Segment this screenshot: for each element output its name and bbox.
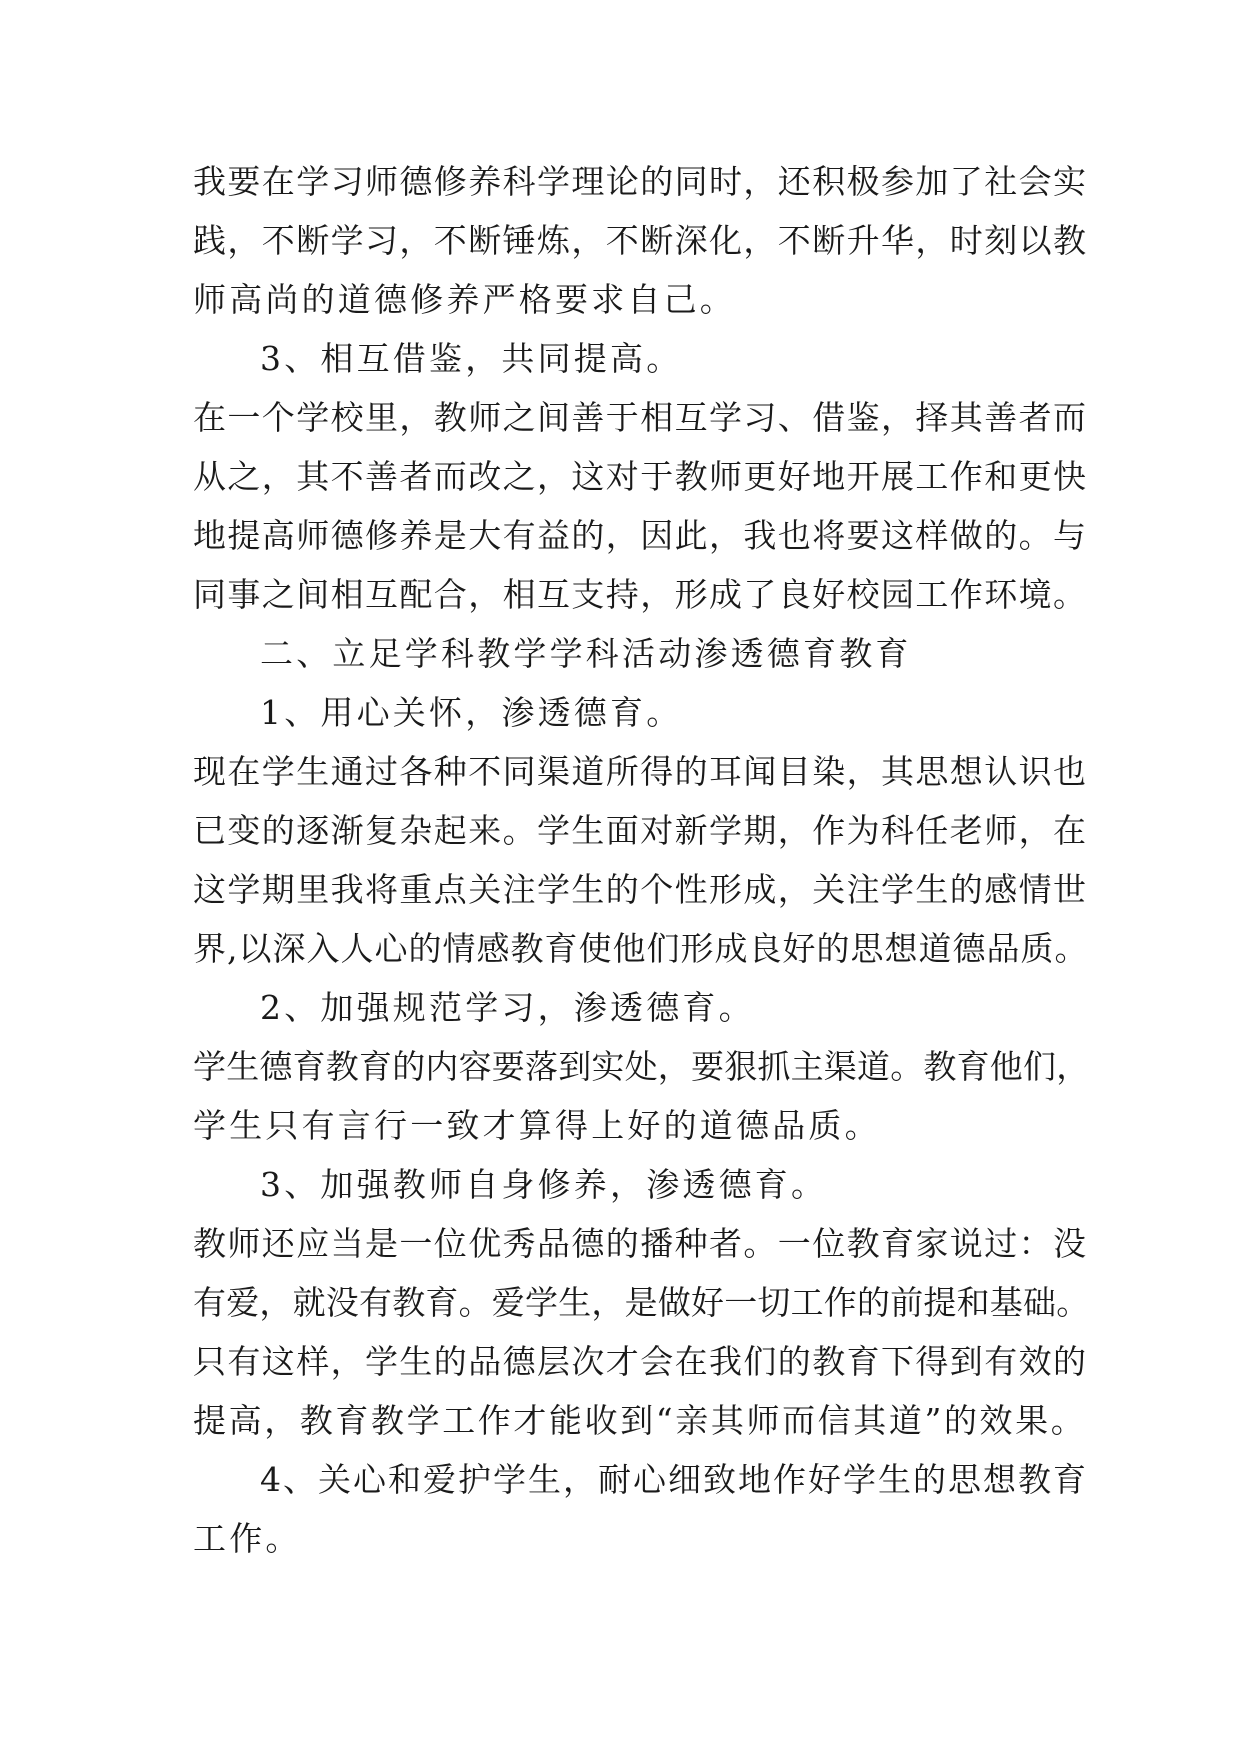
section-heading: 3、加强教师自身修养，渗透德育。 <box>260 1165 828 1204</box>
body-text-line: 现在学生通过各种不同渠道所得的耳闻目染，其思想认识也 <box>193 752 1088 791</box>
body-text-line: 工作。 <box>193 1519 302 1558</box>
body-text-line: 我要在学习师德修养科学理论的同时，还积极参加了社会实 <box>193 162 1088 201</box>
body-text-line: 在一个学校里，教师之间善于相互学习、借鉴，择其善者而 <box>193 398 1088 437</box>
section-heading: 4、关心和爱护学生，耐心细致地作好学生的思想教育 <box>260 1460 1088 1499</box>
body-text-line: 界,以深入人心的情感教育使他们形成良好的思想道德品质。 <box>193 929 1089 968</box>
body-text-line: 只有这样，学生的品德层次才会在我们的教育下得到有效的 <box>193 1342 1088 1381</box>
body-text-line: 已变的逐渐复杂起来。学生面对新学期，作为科任老师，在 <box>193 811 1088 850</box>
body-text-line: 地提高师德修养是大有益的，因此，我也将要这样做的。与 <box>193 516 1088 555</box>
body-text-line: 提高，教育教学工作才能收到“亲其师而信其道”的效果。 <box>193 1401 1087 1440</box>
section-heading: 1、用心关怀，渗透德育。 <box>260 693 683 732</box>
body-text-line: 师高尚的道德修养严格要求自己。 <box>193 280 736 319</box>
body-text-line: 有爱，就没有教育。爱学生，是做好一切工作的前提和基础。 <box>193 1283 1090 1322</box>
body-text-line: 践，不断学习，不断锤炼，不断深化，不断升华，时刻以教 <box>193 221 1088 260</box>
body-text-line: 这学期里我将重点关注学生的个性形成，关注学生的感情世 <box>193 870 1088 909</box>
section-heading: 3、相互借鉴，共同提高。 <box>260 339 683 378</box>
body-text-line: 从之，其不善者而改之，这对于教师更好地开展工作和更快 <box>193 457 1088 496</box>
body-text-line: 教师还应当是一位优秀品德的播种者。一位教育家说过：没 <box>193 1224 1088 1263</box>
chapter-heading: 二、立足学科教学学科活动渗透德育教育 <box>260 634 912 673</box>
body-text-line: 学生只有言行一致才算得上好的道德品质。 <box>193 1106 881 1145</box>
body-text-line: 学生德育教育的内容要落到实处，要狠抓主渠道。教育他们， <box>193 1047 1090 1086</box>
section-heading: 2、加强规范学习，渗透德育。 <box>260 988 755 1027</box>
body-text-line: 同事之间相互配合，相互支持，形成了良好校园工作环境。 <box>193 575 1088 614</box>
